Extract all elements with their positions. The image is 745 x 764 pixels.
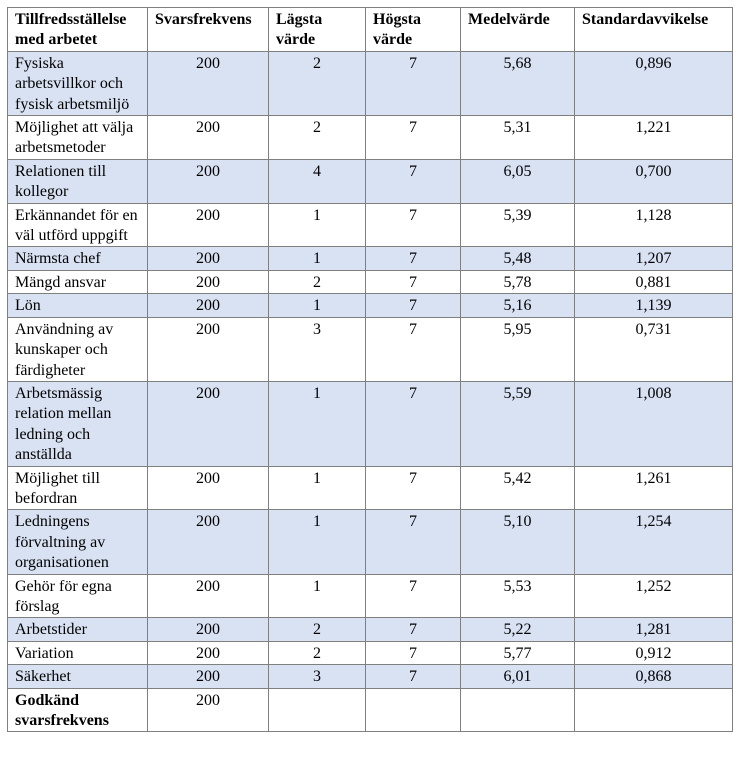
max-cell: 7 — [366, 618, 461, 641]
table-row — [8, 116, 733, 160]
row-label: Mängd ansvar — [8, 270, 148, 293]
std-dev-cell: 0,896 — [575, 51, 733, 115]
mean-cell: 5,16 — [461, 294, 575, 317]
min-cell: 2 — [269, 116, 366, 160]
std-dev-cell: 1,008 — [575, 381, 733, 466]
max-cell: 7 — [366, 381, 461, 466]
table-row — [8, 641, 733, 664]
row-label: Möjlighet till befordran — [8, 466, 148, 510]
min-cell: 1 — [269, 203, 366, 247]
row-label: Möjlighet att välja arbetsmetoder — [8, 116, 148, 160]
table-row — [8, 247, 733, 270]
table-row — [8, 270, 733, 293]
std-dev-cell: 1,139 — [575, 294, 733, 317]
row-label: Säkerhet — [8, 665, 148, 688]
row-label: Arbetstider — [8, 618, 148, 641]
table-row — [8, 51, 733, 115]
mean-cell: 5,42 — [461, 466, 575, 510]
max-cell: 7 — [366, 203, 461, 247]
max-cell: 7 — [366, 159, 461, 203]
header-row — [8, 8, 733, 52]
max-cell — [366, 688, 461, 732]
response-rate-cell: 200 — [148, 317, 269, 381]
max-cell: 7 — [366, 317, 461, 381]
std-dev-cell: 1,281 — [575, 618, 733, 641]
mean-cell: 5,77 — [461, 641, 575, 664]
mean-cell: 5,53 — [461, 574, 575, 618]
statistics-table — [7, 7, 733, 732]
mean-cell: 5,95 — [461, 317, 575, 381]
max-cell: 7 — [366, 641, 461, 664]
response-rate-cell: 200 — [148, 381, 269, 466]
row-label: Gehör för egna förslag — [8, 574, 148, 618]
row-label: Erkännandet för en väl utförd uppgift — [8, 203, 148, 247]
std-dev-cell: 0,881 — [575, 270, 733, 293]
response-rate-cell: 200 — [148, 294, 269, 317]
footer-label: Godkänd svarsfrekvens — [8, 688, 148, 732]
std-dev-cell: 0,912 — [575, 641, 733, 664]
response-rate-cell: 200 — [148, 466, 269, 510]
row-label: Ledningens förvaltning av organisationen — [8, 510, 148, 574]
max-cell: 7 — [366, 247, 461, 270]
response-rate-cell: 200 — [148, 688, 269, 732]
std-dev-cell: 0,731 — [575, 317, 733, 381]
mean-cell: 5,48 — [461, 247, 575, 270]
row-label: Lön — [8, 294, 148, 317]
min-cell: 1 — [269, 294, 366, 317]
std-dev-cell: 0,868 — [575, 665, 733, 688]
max-cell: 7 — [366, 665, 461, 688]
max-cell: 7 — [366, 510, 461, 574]
response-rate-cell: 200 — [148, 665, 269, 688]
table-row — [8, 665, 733, 688]
std-dev-cell: 1,252 — [575, 574, 733, 618]
std-dev-cell: 1,221 — [575, 116, 733, 160]
mean-cell: 5,39 — [461, 203, 575, 247]
std-dev-cell: 1,207 — [575, 247, 733, 270]
row-label: Fysiska arbetsvillkor och fysisk arbetsmiljö — [8, 51, 148, 115]
mean-cell: 5,59 — [461, 381, 575, 466]
mean-cell: 5,22 — [461, 618, 575, 641]
response-rate-cell: 200 — [148, 116, 269, 160]
table-row — [8, 574, 733, 618]
min-cell: 2 — [269, 51, 366, 115]
response-rate-cell: 200 — [148, 618, 269, 641]
footer-row — [8, 688, 733, 732]
table-row — [8, 159, 733, 203]
header-cell-mean: Medelvärde — [461, 8, 575, 52]
std-dev-cell: 1,128 — [575, 203, 733, 247]
table-row — [8, 466, 733, 510]
std-dev-cell: 1,261 — [575, 466, 733, 510]
mean-cell: 5,31 — [461, 116, 575, 160]
header-cell-item: Tillfredsställelse med arbetet — [8, 8, 148, 52]
header-cell-min: Lägsta värde — [269, 8, 366, 52]
min-cell: 2 — [269, 618, 366, 641]
table-row — [8, 317, 733, 381]
header-cell-max: Högsta värde — [366, 8, 461, 52]
table-row — [8, 294, 733, 317]
response-rate-cell: 200 — [148, 510, 269, 574]
mean-cell: 5,68 — [461, 51, 575, 115]
response-rate-cell: 200 — [148, 51, 269, 115]
mean-cell: 6,05 — [461, 159, 575, 203]
table-row — [8, 203, 733, 247]
min-cell: 1 — [269, 510, 366, 574]
mean-cell: 6,01 — [461, 665, 575, 688]
mean-cell — [461, 688, 575, 732]
min-cell: 2 — [269, 641, 366, 664]
row-label: Användning av kunskaper och färdigheter — [8, 317, 148, 381]
max-cell: 7 — [366, 116, 461, 160]
response-rate-cell: 200 — [148, 270, 269, 293]
table-row — [8, 510, 733, 574]
row-label: Närmsta chef — [8, 247, 148, 270]
min-cell: 1 — [269, 466, 366, 510]
min-cell: 3 — [269, 665, 366, 688]
min-cell: 2 — [269, 270, 366, 293]
min-cell: 4 — [269, 159, 366, 203]
mean-cell: 5,10 — [461, 510, 575, 574]
response-rate-cell: 200 — [148, 159, 269, 203]
max-cell: 7 — [366, 270, 461, 293]
max-cell: 7 — [366, 574, 461, 618]
header-cell-std-dev: Standardavvikelse — [575, 8, 733, 52]
row-label: Variation — [8, 641, 148, 664]
table-row — [8, 618, 733, 641]
row-label: Relationen till kollegor — [8, 159, 148, 203]
mean-cell: 5,78 — [461, 270, 575, 293]
response-rate-cell: 200 — [148, 203, 269, 247]
row-label: Arbetsmässig relation mellan ledning och anställda — [8, 381, 148, 466]
max-cell: 7 — [366, 51, 461, 115]
std-dev-cell: 0,700 — [575, 159, 733, 203]
min-cell — [269, 688, 366, 732]
header-cell-response-rate: Svarsfrekvens — [148, 8, 269, 52]
response-rate-cell: 200 — [148, 574, 269, 618]
max-cell: 7 — [366, 294, 461, 317]
min-cell: 1 — [269, 381, 366, 466]
std-dev-cell: 1,254 — [575, 510, 733, 574]
std-dev-cell — [575, 688, 733, 732]
max-cell: 7 — [366, 466, 461, 510]
response-rate-cell: 200 — [148, 247, 269, 270]
response-rate-cell: 200 — [148, 641, 269, 664]
table-body — [8, 51, 733, 732]
min-cell: 1 — [269, 574, 366, 618]
table-row — [8, 381, 733, 466]
min-cell: 3 — [269, 317, 366, 381]
min-cell: 1 — [269, 247, 366, 270]
